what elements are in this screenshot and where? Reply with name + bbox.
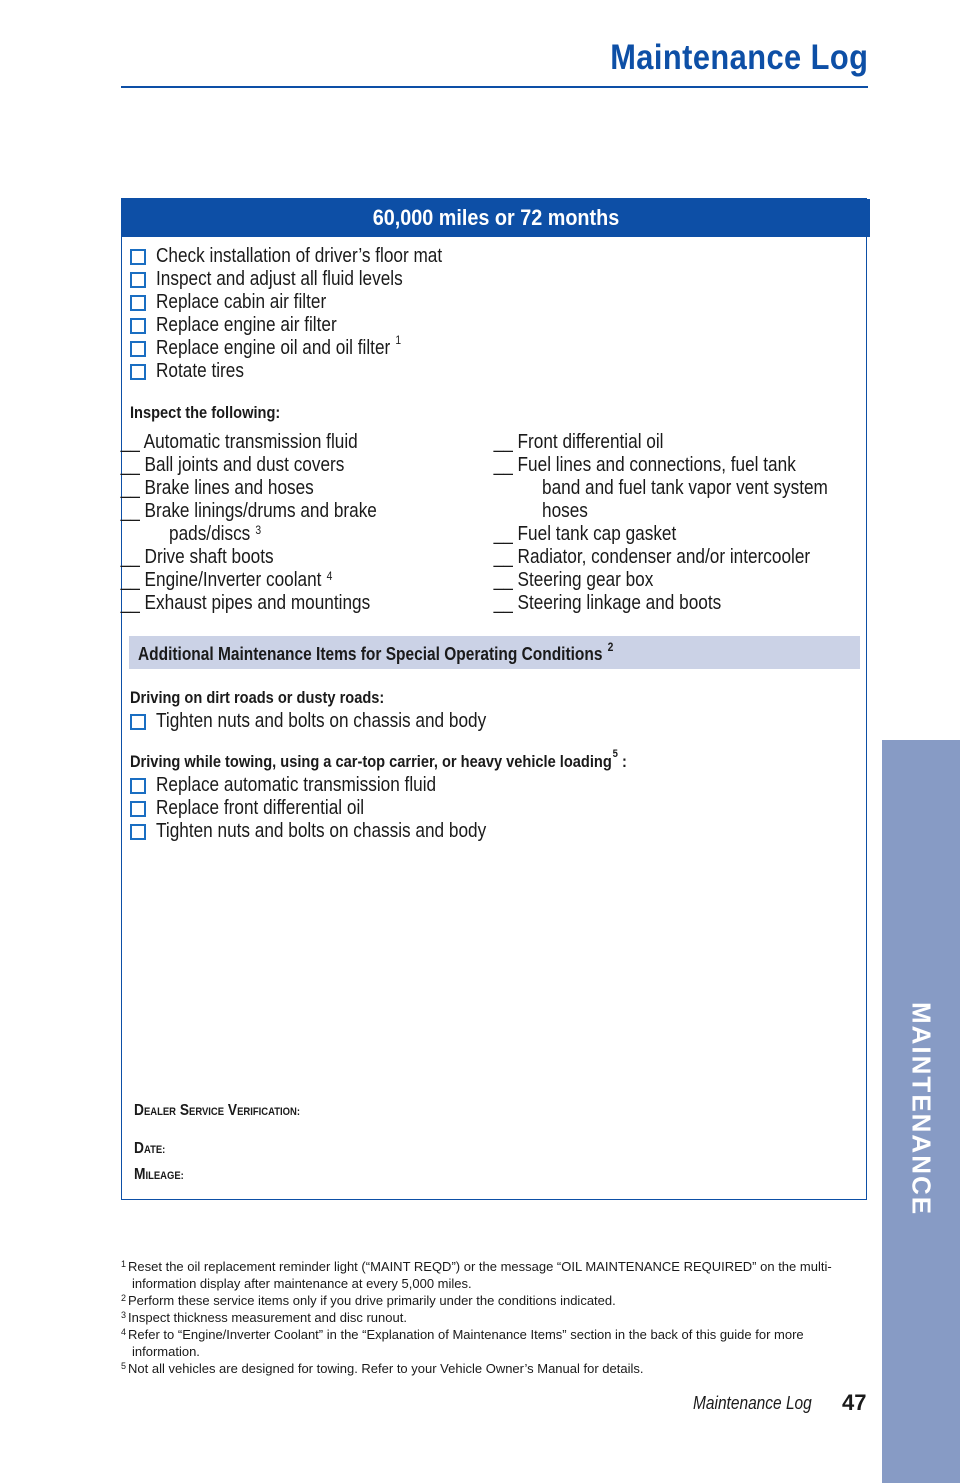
dealer-verification-label: DEALER SERVICE VERIFICATION: — [134, 1102, 300, 1119]
checkbox[interactable] — [130, 341, 146, 357]
checkbox[interactable] — [130, 364, 146, 380]
section-tab-label: MAINTENANCE — [906, 1002, 937, 1217]
inspect-item: __ Fuel lines and connections, fuel tank — [493, 454, 796, 476]
footnote-marker: 5 — [612, 748, 618, 760]
inspect-heading-text: Inspect the following: — [130, 403, 281, 422]
footnote: $^4$ Refer to “Engine/Inverter Coolant” in the “Explanation of Maintenance Items” section in the back of this guide for more information. — [121, 1327, 804, 1359]
footnote: $^2$ Perform these service items only if you drive primarily under the conditions indicated. — [121, 1293, 616, 1308]
towing-heading: Driving while towing, using a car-top carrier, or heavy vehicle loading$^5$ : — [130, 748, 627, 771]
checkbox[interactable] — [130, 318, 146, 334]
inspect-list-right — [493, 431, 874, 615]
checkbox[interactable] — [130, 824, 146, 840]
footnote: $^3$ Inspect thickness measurement and disc runout. — [121, 1310, 407, 1325]
checklist-item-label: Replace front differential oil — [156, 797, 365, 819]
checklist-item-label: Replace automatic transmission fluid — [156, 774, 437, 796]
additional-maintenance-band — [129, 636, 860, 669]
inspect-item: __ Brake linings/drums and brake — [120, 500, 377, 522]
inspect-item: __ Fuel tank cap gasket — [493, 523, 677, 545]
checklist-item — [130, 268, 489, 291]
inspect-item: band and fuel tank vapor vent system — [542, 477, 828, 499]
inspect-item: __ Brake lines and hoses — [120, 477, 314, 499]
checklist-item — [130, 797, 540, 820]
checklist-item — [130, 360, 489, 383]
checkbox[interactable] — [130, 778, 146, 794]
title-rule — [121, 86, 868, 88]
service-checklist — [130, 245, 489, 383]
inspect-item: __ Engine/Inverter coolant $^4$ — [120, 569, 333, 591]
date-label: DATE: — [134, 1140, 166, 1157]
checklist-item-label: Tighten nuts and bolts on chassis and body — [156, 710, 487, 732]
footnote-marker: 3 — [255, 523, 262, 537]
maintenance-log-box — [121, 198, 867, 1200]
checklist-item-label: Tighten nuts and bolts on chassis and body — [156, 820, 487, 842]
inspect-list-left — [120, 431, 415, 615]
checklist-item — [130, 333, 489, 360]
footnote: $^5$ Not all vehicles are designed for towing. Refer to your Vehicle Owner’s Manual for details. — [121, 1361, 644, 1376]
checklist-item — [130, 245, 489, 268]
page-number: 47 — [842, 1390, 867, 1415]
inspect-item: __ Steering gear box — [493, 569, 654, 591]
footnote-marker: 1 — [395, 333, 402, 347]
inspect-item: __ Steering linkage and boots — [493, 592, 722, 614]
inspect-item: __ Automatic transmission fluid — [120, 431, 358, 453]
checklist-item — [130, 314, 489, 337]
checklist-item — [130, 774, 540, 797]
additional-maintenance-heading: Additional Maintenance Items for Special Operating Conditions $^2$ — [138, 640, 614, 664]
checkbox[interactable] — [130, 714, 146, 730]
mileage-label: MILEAGE: — [134, 1166, 184, 1183]
checklist-item-label: Inspect and adjust all fluid levels — [156, 268, 403, 290]
checklist-item-label: Rotate tires — [156, 360, 244, 382]
towing-checklist — [130, 774, 540, 843]
inspect-heading — [130, 403, 305, 423]
inspect-item: pads/discs $^3$ — [169, 523, 262, 545]
footer-section-label: Maintenance Log — [693, 1393, 812, 1413]
section-tab — [882, 740, 960, 1483]
interval-header — [122, 199, 870, 237]
interval-header-text: 60,000 miles or 72 months — [372, 205, 620, 230]
footnote-marker: 4 — [326, 569, 333, 583]
page-title: Maintenance Log — [609, 38, 868, 77]
inspect-item: hoses — [542, 500, 588, 522]
checkbox[interactable] — [130, 801, 146, 817]
inspect-item: __ Radiator, condenser and/or intercooler — [493, 546, 811, 568]
checkbox[interactable] — [130, 295, 146, 311]
checklist-item-label: Check installation of driver’s floor mat — [156, 245, 443, 267]
checklist-item — [130, 291, 489, 314]
dirt-roads-checklist — [130, 710, 540, 733]
checkbox[interactable] — [130, 249, 146, 265]
checklist-item — [130, 820, 540, 843]
checklist-item-label: Replace cabin air filter — [156, 291, 327, 313]
checklist-item-label: Replace engine air filter — [156, 314, 337, 336]
dirt-roads-heading: Driving on dirt roads or dusty roads: — [130, 688, 385, 707]
checklist-item — [130, 710, 540, 733]
footnote: $^1$ Reset the oil replacement reminder light (“MAINT REQD”) or the message “OIL MAINTENANCE REQUIRED” on the multi-information display after maintenance at every 5,000 miles. — [121, 1259, 832, 1291]
inspect-item: __ Front differential oil — [493, 431, 664, 453]
inspect-item: __ Ball joints and dust covers — [120, 454, 345, 476]
footnote-marker: 2 — [607, 640, 614, 654]
checklist-item-label: Replace engine oil and oil filter — [156, 337, 391, 359]
checkbox[interactable] — [130, 272, 146, 288]
footnotes — [121, 1258, 861, 1377]
inspect-item: __ Exhaust pipes and mountings — [120, 592, 371, 614]
inspect-item: __ Drive shaft boots — [120, 546, 274, 568]
